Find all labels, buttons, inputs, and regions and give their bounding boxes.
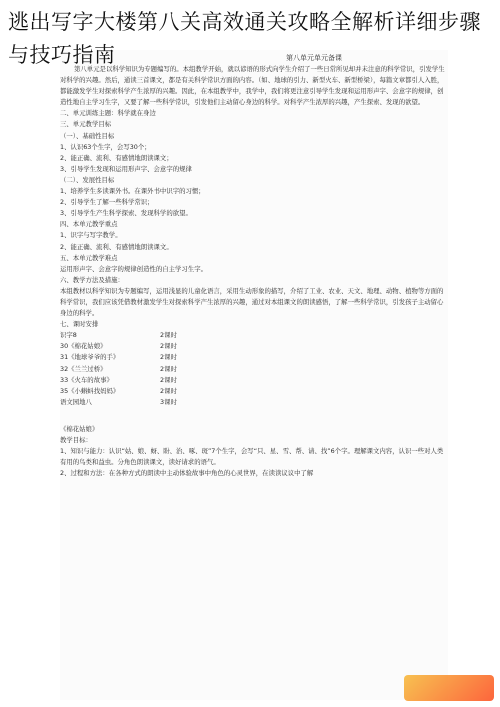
schedule-row: 语文园地八 3课时 xyxy=(60,397,177,406)
watermark-logo xyxy=(404,675,494,701)
schedule-row: 35《小蝌蚪找妈妈》 2课时 xyxy=(60,386,177,395)
schedule-row: 识字8 2课时 xyxy=(60,331,177,340)
outline-line: 2、引导学生了解一些科学常识； xyxy=(60,198,154,207)
page-headline: 逃出写字大楼第八关高效通关攻略全解析详细步骤与技巧指南 xyxy=(8,10,481,67)
lesson-title: 《棉花姑娘》 xyxy=(60,424,99,433)
outline-line: 1、认识63个生字，会写30个； xyxy=(60,142,151,151)
document-page xyxy=(60,50,448,700)
spacer xyxy=(60,408,448,424)
outline-line: 六、教学方法及措施： xyxy=(60,275,124,284)
lesson-paragraph: 2、过程和方法：在各种方式的朗读中主动体验故事中角色的心灵世界，在读读议议中了解 xyxy=(60,469,314,478)
schedule-row: 32《兰兰过桥》 2课时 xyxy=(60,364,177,373)
method-paragraph: 本组教材以科学知识为专题编写，运用浅显的儿童化语言，采用生动形象的描写，介绍了工业、农业、天文、地理、动物、植物等方面的科学常识，我们应该凭借教材激发学生对探索科学产生浓厚的兴趣，通过对本组课文的朗读感悟，了解一些科学常识，引发孩子主动留心身边的科学。 xyxy=(60,286,444,318)
outline-line: （二）、发展性目标 xyxy=(60,175,115,184)
outline-line: 3、引导学生产生科学探索、发现科学的欲望。 xyxy=(60,209,192,218)
outline-line: 二、单元训练主题：科学就在身边 xyxy=(60,109,156,118)
outline-line: 五、本单元教学难点 xyxy=(60,253,118,262)
schedule-heading: 七、课时安排 xyxy=(60,320,99,329)
outline-line: 四、本单元教学重点 xyxy=(60,220,118,229)
outline-line: 2、能正确、流利、有感情地朗读课文； xyxy=(60,153,173,162)
schedule-row: 30《棉花姑娘》 2课时 xyxy=(60,342,177,351)
outline-line: （一）、基础性目标 xyxy=(60,131,115,140)
schedule-row: 31《地球爷爷的手》 2课时 xyxy=(60,353,177,362)
lesson-paragraph: 1、知识与能力：认识“姑、娘、蚜、盼、治、啄、斑”7个生字，会写“只、星、雪、帮、请、找”6个字。理解课文内容，认识一些对人类有用的鸟类和益虫。分角色朗读课文，读好请求的语气。 xyxy=(60,447,444,467)
lesson-goal: 教学目标： xyxy=(60,436,92,444)
outline-line: 1、培养学生多读课外书。在课外书中识字的习惯； xyxy=(60,187,205,196)
schedule-row: 33《火车的故事》 2课时 xyxy=(60,375,177,384)
outline-line: 运用形声字、会意字的规律创造性的自主学习生字。 xyxy=(60,264,207,273)
outline-line: 3、引导学生发现和运用形声字、会意字的规律 xyxy=(60,164,192,173)
document-title: 第八单元单元备课 xyxy=(286,54,342,62)
outline-line: 1、识字与写字教学。 xyxy=(60,231,122,240)
intro-paragraph: 第八单元是以科学知识为专题编写的。本组教学开始，就以谚语的形式向学生介绍了一些日常所见却并未注意的科学常识，引发学生对科学的兴趣。然后，通读三首课文，都是有关科学常识方面的内容。（如、地球的引力、新型火车、新型桥梁），每篇文章都引人入胜，都能激发学生对探索科学产生浓厚的兴趣。因此，在本组教学中，我学中，我们将更注意引导学生发现和运用形声字、会意字的规律，创造性地自主学习生字，又要了解一些科学常识，引发他们主动留心身边的科学。对科学产生浓厚的兴趣，产生探索、发现的欲望。 xyxy=(60,65,445,107)
outline-line: 三、单元教学目标 xyxy=(60,120,112,129)
outline-line: 2、能正确、流利、有感情地朗读课文。 xyxy=(60,242,173,251)
